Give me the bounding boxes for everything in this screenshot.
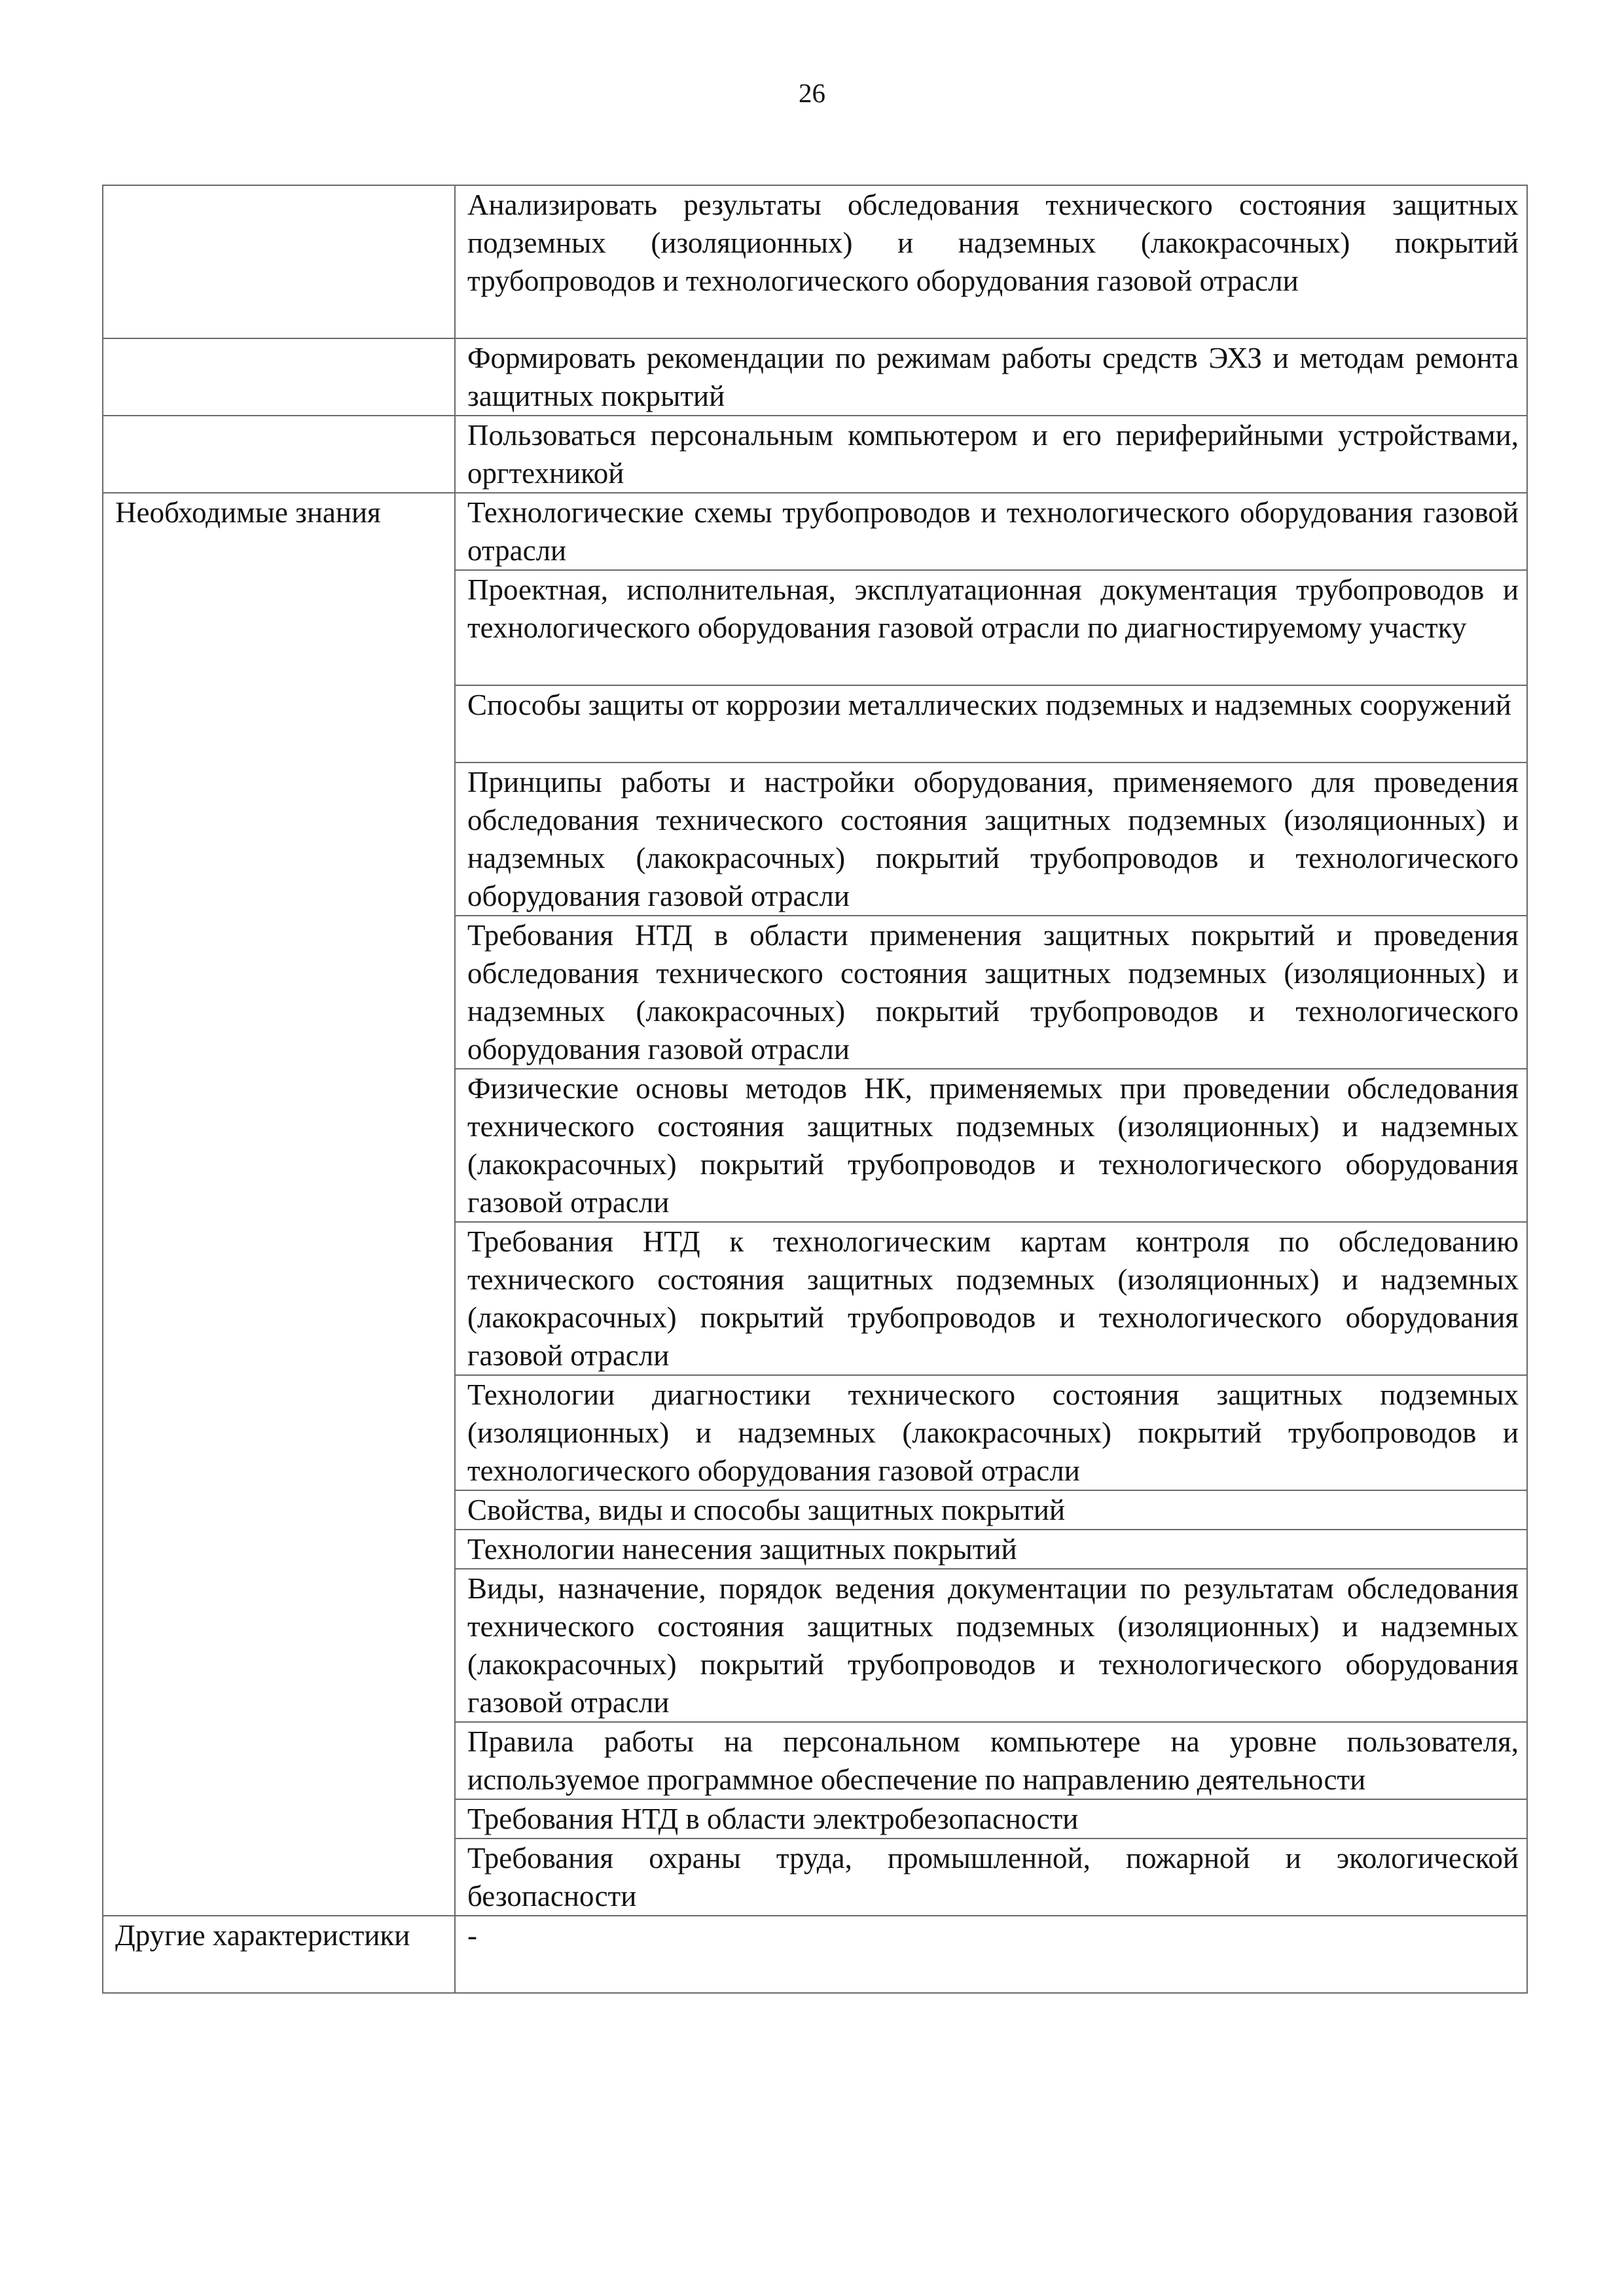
table-row bbox=[103, 493, 1527, 570]
knowledge-item: Виды, назначение, порядок ведения документации по результатам обследования технического состояния защитных подземных (изоляционных) и надземных (лакокрасочных) покрытий трубопроводов и технологического оборудования газовой отрасли bbox=[455, 1569, 1527, 1722]
knowledge-item: Требования НТД в области применения защитных покрытий и проведения обследования технического состояния защитных подземных (изоляционных) и надземных (лакокрасочных) покрытий трубопроводов и технологического оборудования газовой отрасли bbox=[455, 916, 1527, 1069]
skills-label-cell bbox=[103, 185, 455, 338]
table-row bbox=[103, 185, 1527, 338]
knowledge-item: Проектная, исполнительная, эксплуатационная документация трубопроводов и технологического оборудования газовой отрасли по диагностируемому участку bbox=[455, 570, 1527, 685]
knowledge-label: Необходимые знания bbox=[103, 493, 455, 1916]
knowledge-item: Технологические схемы трубопроводов и технологического оборудования газовой отрасли bbox=[455, 493, 1527, 570]
knowledge-item: Требования НТД в области электробезопасности bbox=[455, 1799, 1527, 1839]
knowledge-item: Способы защиты от коррозии металлических подземных и надземных сооружений bbox=[455, 685, 1527, 762]
table-row bbox=[103, 1916, 1527, 1993]
knowledge-item: Требования НТД к технологическим картам контроля по обследованию технического состояния защитных подземных (изоляционных) и надземных (лакокрасочных) покрытий трубопроводов и технологического оборудования газовой отрасли bbox=[455, 1222, 1527, 1375]
table-row bbox=[103, 338, 1527, 416]
other-value: - bbox=[455, 1916, 1527, 1993]
skills-item: Анализировать результаты обследования технического состояния защитных подземных (изоляционных) и надземных (лакокрасочных) покрытий трубопроводов и технологического оборудования газовой отрасли bbox=[455, 185, 1527, 338]
other-label: Другие характеристики bbox=[103, 1916, 455, 1993]
skills-item: Пользоваться персональным компьютером и его периферийными устройствами, оргтехникой bbox=[455, 416, 1527, 493]
page-number: 26 bbox=[799, 78, 825, 108]
knowledge-item: Правила работы на персональном компьютере на уровне пользователя, используемое программное обеспечение по направлению деятельности bbox=[455, 1722, 1527, 1799]
skills-label-cell bbox=[103, 416, 455, 493]
knowledge-item: Технологии нанесения защитных покрытий bbox=[455, 1530, 1527, 1569]
table-row bbox=[103, 416, 1527, 493]
knowledge-item: Свойства, виды и способы защитных покрытий bbox=[455, 1490, 1527, 1530]
knowledge-item: Принципы работы и настройки оборудования, применяемого для проведения обследования технического состояния защитных подземных (изоляционных) и надземных (лакокрасочных) покрытий трубопроводов и технологического оборудования газовой отрасли bbox=[455, 762, 1527, 916]
knowledge-item: Технологии диагностики технического состояния защитных подземных (изоляционных) и надземных (лакокрасочных) покрытий трубопроводов и технологического оборудования газовой отрасли bbox=[455, 1375, 1527, 1490]
knowledge-item: Физические основы методов НК, применяемых при проведении обследования технического состояния защитных подземных (изоляционных) и надземных (лакокрасочных) покрытий трубопроводов и технологического оборудования газовой отрасли bbox=[455, 1069, 1527, 1222]
qualification-table bbox=[102, 185, 1528, 1994]
skills-item: Формировать рекомендации по режимам работы средств ЭХЗ и методам ремонта защитных покрытий bbox=[455, 338, 1527, 416]
skills-label-cell bbox=[103, 338, 455, 416]
knowledge-item: Требования охраны труда, промышленной, пожарной и экологической безопасности bbox=[455, 1839, 1527, 1916]
